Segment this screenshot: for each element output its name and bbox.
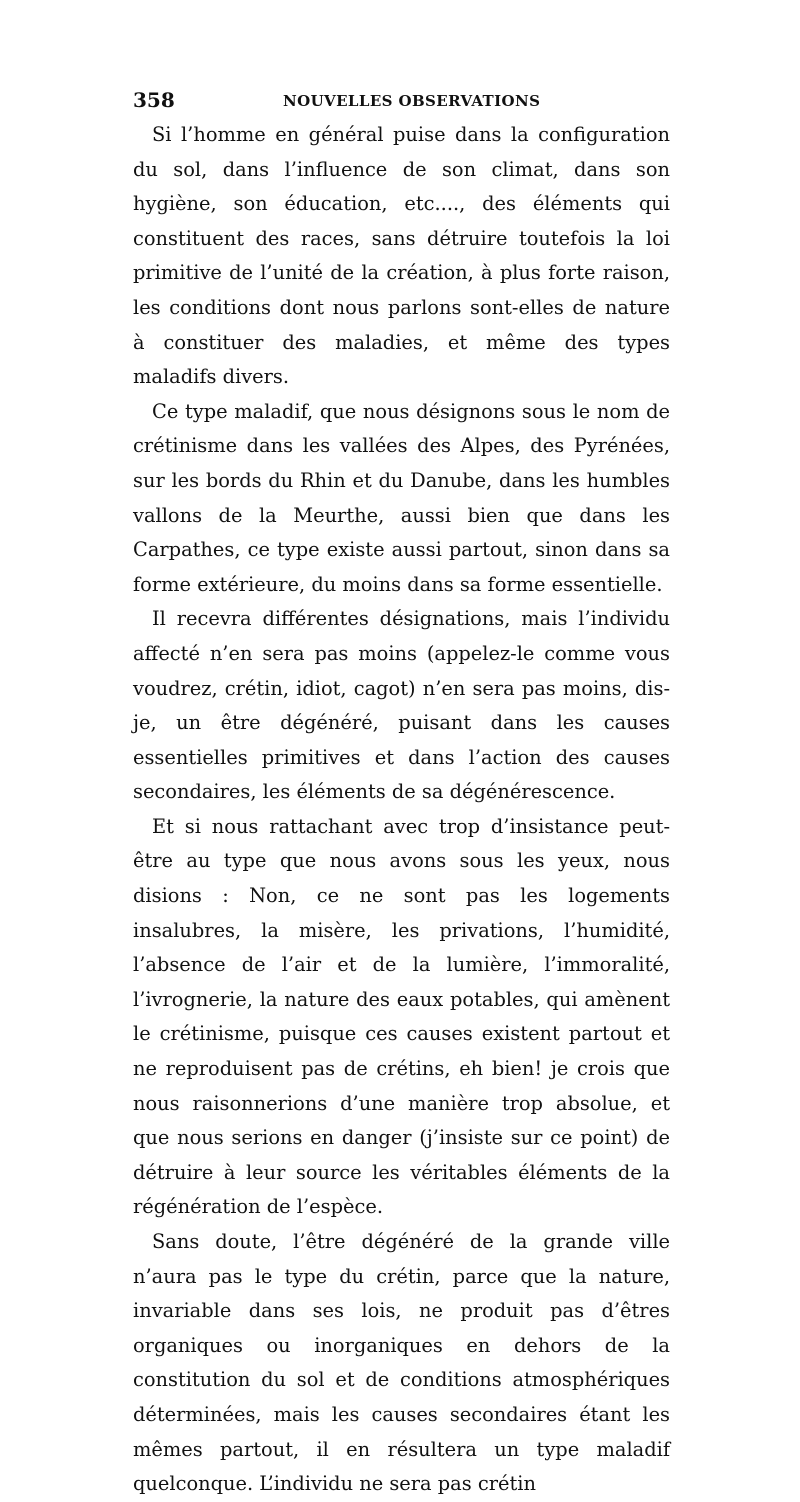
paragraph: Sans doute, l’être dégénéré de la grande ville n’aura pas le type du crétin, parce que la nature, invariable dans ses lois, ne produit pas d’êtres organiques ou inorganiques en dehors de la constitution du sol et de conditions atmosphériques déterminées, mais les causes secondaires étant les mêmes partout, il en résultera un type maladif quelconque. L’individu ne sera pas crétin [133,1230,670,1496]
running-head [133,88,670,120]
paragraph: Ce type maladif, que nous désignons sous le nom de crétinisme dans les vallées des Alpes, des Pyrénées, sur les bords du Rhin et du Danube, dans les humbles vallons de la Meurthe, aussi bien que dans les Carpathes, ce type existe aussi partout, sinon dans sa forme extérieure, du moins dans sa forme essentielle. [133,399,670,596]
page-number: 358 [133,88,175,112]
body-text [133,118,670,1502]
book-page [133,88,670,1502]
paragraph: Et si nous rattachant avec trop d’insistance peut-être au type que nous avons sous les yeux, nous disions : Non, ce ne sont pas les logements insalubres, la misère, les privations, l’humidité, l’absence de l’air et de la lumière, l’immoralité, l’ivrognerie, la nature des eaux potables, qui amènent le crétinisme, puisque ces causes existent partout et ne reproduisent pas de crétins, eh bien! je crois que nous raisonnerions d’une manière trop absolue, et que nous serions en danger (j’insiste sur ce point) de détruire à leur source les véritables éléments de la régénération de l’espèce. [133,814,670,1219]
paragraph: Il recevra différentes désignations, mais l’individu affecté n’en sera pas moins (appelez-le comme vous voudrez, crétin, idiot, cagot) n’en sera pas moins, dis-je, un être dégénéré, puisant dans les causes essentielles primitives et dans l’action des causes secondaires, les éléments de sa dégénérescence. [133,607,670,804]
paragraph: Si l’homme en général puise dans la configuration du sol, dans l’influence de son climat, dans son hygiène, son éducation, etc...., des éléments qui constituent des races, sans détruire toutefois la loi primitive de l’unité de la création, à plus forte raison, les conditions dont nous parlons sont-elles de nature à constituer des maladies, et même des types maladifs divers. [133,123,670,389]
running-title: NOUVELLES OBSERVATIONS [283,92,541,110]
